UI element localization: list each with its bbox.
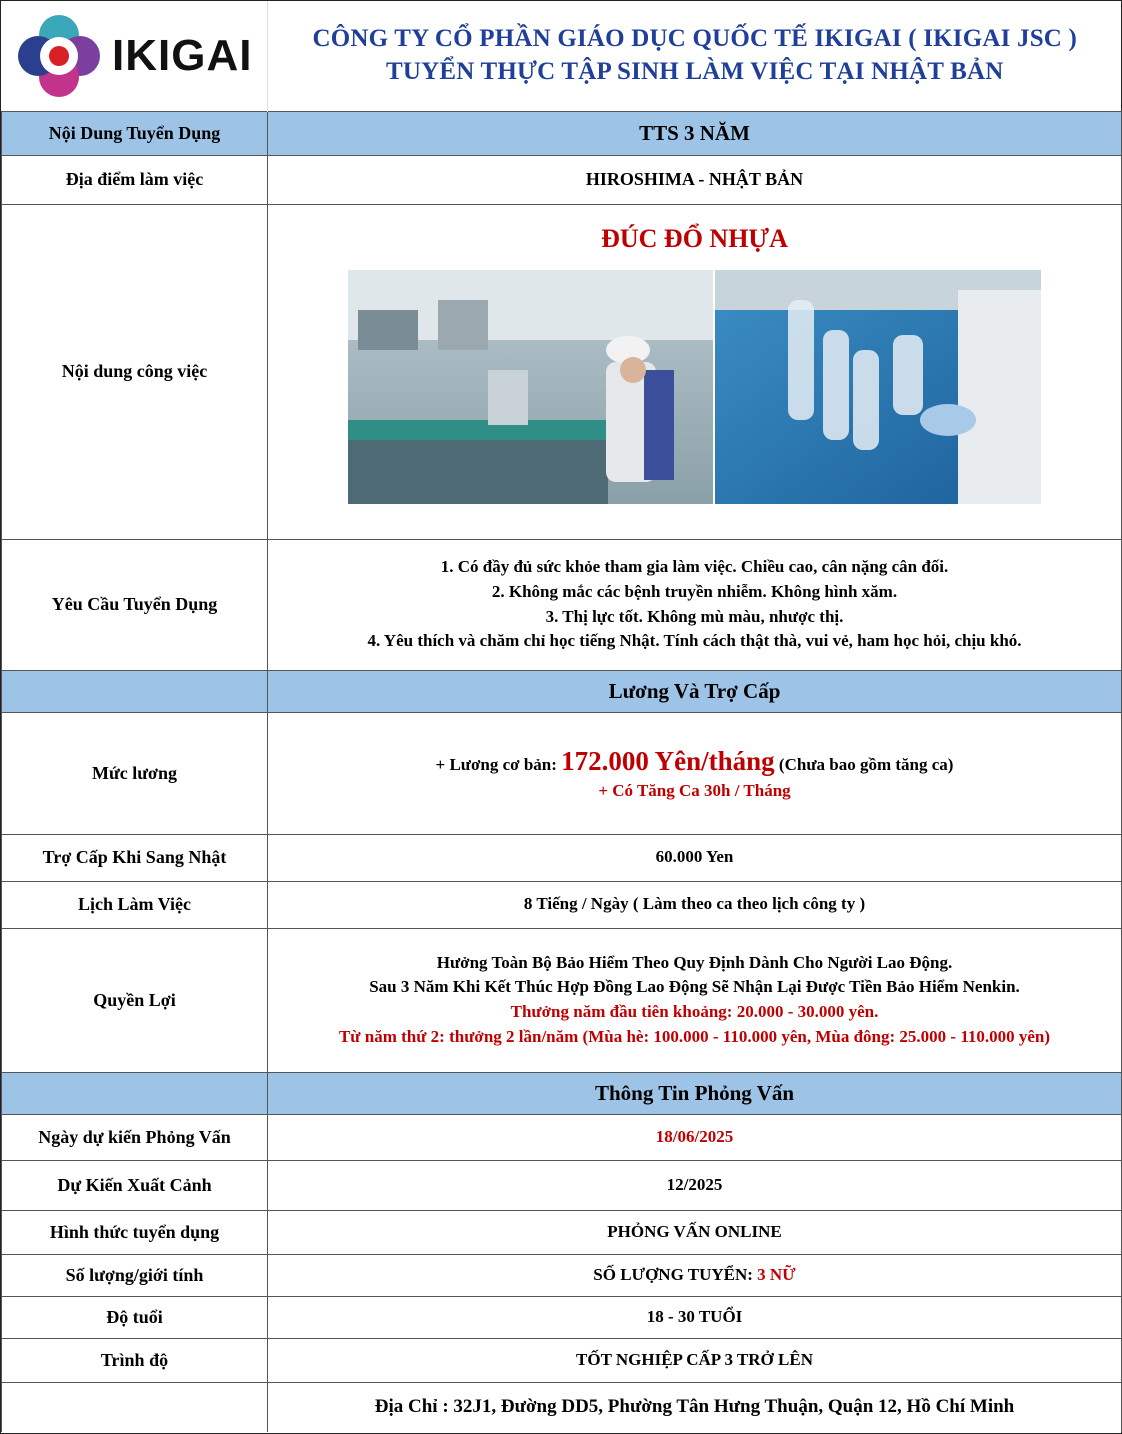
job-row — [2, 204, 1122, 539]
salary-prefix: + Lương cơ bản: — [435, 755, 562, 775]
interview-date-label: Ngày dự kiến Phỏng Vấn — [2, 1114, 268, 1160]
requirements-label: Yêu Cầu Tuyển Dụng — [2, 539, 268, 670]
job-title: ĐÚC ĐỔ NHỰA — [601, 223, 788, 253]
benefits-row — [2, 928, 1122, 1072]
salary-section-blank — [2, 670, 268, 712]
salary-amount: 172.000 Yên/tháng — [561, 746, 775, 777]
recruit-label: Nội Dung Tuyển Dụng — [2, 111, 268, 155]
schedule-row — [2, 881, 1122, 928]
departure-label: Dự Kiến Xuất Cảnh — [2, 1160, 268, 1210]
quantity-label: Số lượng/giới tính — [2, 1254, 268, 1296]
quantity-cell — [268, 1254, 1122, 1296]
factory-photo-icon — [348, 270, 1041, 504]
job-label: Nội dung công việc — [2, 204, 268, 539]
method-row — [2, 1210, 1122, 1254]
requirements-row — [2, 539, 1122, 670]
interview-date-value: 18/06/2025 — [268, 1114, 1122, 1160]
benefits-cell — [268, 928, 1122, 1072]
address-row — [2, 1382, 1122, 1432]
company-name: CÔNG TY CỔ PHẦN GIÁO DỤC QUỐC TẾ IKIGAI ( IKIGAI JSC ) — [312, 25, 1078, 53]
location-value: HIROSHIMA - NHẬT BẢN — [268, 155, 1122, 204]
salary-row — [2, 712, 1122, 834]
education-row — [2, 1338, 1122, 1382]
interview-section-row — [2, 1072, 1122, 1114]
age-value: 18 - 30 TUỔI — [268, 1296, 1122, 1338]
logo-text: IKIGAI — [112, 31, 253, 81]
location-label: Địa điểm làm việc — [2, 155, 268, 204]
schedule-label: Lịch Làm Việc — [2, 881, 268, 928]
age-row — [2, 1296, 1122, 1338]
education-label: Trình độ — [2, 1338, 268, 1382]
benefit-line: Sau 3 Năm Khi Kết Thúc Hợp Đồng Lao Động Sẽ Nhận Lại Được Tiền Bảo Hiểm Nenkin. — [369, 977, 1020, 997]
age-label: Độ tuổi — [2, 1296, 268, 1338]
address-blank — [2, 1382, 268, 1432]
requirement-item: 1. Có đầy đủ sức khỏe tham gia làm việc. Chiều cao, cân nặng cân đối. — [440, 557, 949, 577]
recruit-row — [2, 111, 1122, 155]
requirements-list — [268, 539, 1122, 670]
overtime-note: + Có Tăng Ca 30h / Tháng — [598, 780, 791, 800]
location-row — [2, 155, 1122, 204]
schedule-value: 8 Tiếng / Ngày ( Làm theo ca theo lịch công ty ) — [268, 881, 1122, 928]
recruit-value: TTS 3 NĂM — [268, 111, 1122, 155]
company-address: Địa Chỉ : 32J1, Đường DD5, Phường Tân Hưng Thuận, Quận 12, Hồ Chí Minh — [268, 1382, 1122, 1432]
interview-date-row — [2, 1114, 1122, 1160]
interview-section-blank — [2, 1072, 268, 1114]
logo-cell — [2, 1, 268, 111]
salary-label: Mức lương — [2, 712, 268, 834]
allowance-row — [2, 834, 1122, 881]
job-cell — [268, 204, 1122, 539]
benefit-line: Hưởng Toàn Bộ Bảo Hiểm Theo Quy Định Dành Cho Người Lao Động. — [436, 952, 953, 972]
requirement-item: 3. Thị lực tốt. Không mù màu, nhược thị. — [545, 606, 844, 626]
benefits-label: Quyền Lợi — [2, 928, 268, 1072]
recruitment-table — [1, 1, 1122, 1432]
salary-line — [268, 743, 1121, 779]
method-value: PHỎNG VẤN ONLINE — [268, 1210, 1122, 1254]
quantity-value: 3 NỮ — [757, 1264, 796, 1284]
ikigai-flower-logo-icon — [16, 13, 102, 99]
method-label: Hình thức tuyển dụng — [2, 1210, 268, 1254]
allowance-label: Trợ Cấp Khi Sang Nhật — [2, 834, 268, 881]
page-title: TUYỂN THỰC TẬP SINH LÀM VIỆC TẠI NHẬT BẢN — [385, 57, 1004, 85]
company-logo — [2, 13, 268, 99]
requirement-item: 4. Yêu thích và chăm chỉ học tiếng Nhật. Tính cách thật thà, vui vẻ, ham học hỏi, chịu khó. — [367, 631, 1022, 651]
header-title-cell — [268, 1, 1122, 111]
departure-row — [2, 1160, 1122, 1210]
quantity-prefix: SỐ LƯỢNG TUYỂN: — [593, 1264, 758, 1284]
salary-cell — [268, 712, 1122, 834]
quantity-row — [2, 1254, 1122, 1296]
salary-suffix: (Chưa bao gồm tăng ca) — [774, 755, 954, 775]
header-row — [2, 1, 1122, 111]
salary-section-title: Lương Và Trợ Cấp — [268, 670, 1122, 712]
allowance-value: 60.000 Yen — [268, 834, 1122, 881]
education-value: TỐT NGHIỆP CẤP 3 TRỞ LÊN — [268, 1338, 1122, 1382]
salary-section-row — [2, 670, 1122, 712]
requirement-item: 2. Không mắc các bệnh truyền nhiễm. Không hình xăm. — [491, 581, 898, 601]
departure-value: 12/2025 — [268, 1160, 1122, 1210]
interview-section-title: Thông Tin Phỏng Vấn — [268, 1072, 1122, 1114]
benefit-line: Từ năm thứ 2: thưởng 2 lần/năm (Mùa hè: 100.000 - 110.000 yên, Mùa đông: 25.000 - 110.000 yên) — [338, 1026, 1051, 1046]
benefit-line: Thưởng năm đầu tiên khoảng: 20.000 - 30.000 yên. — [510, 1002, 879, 1021]
